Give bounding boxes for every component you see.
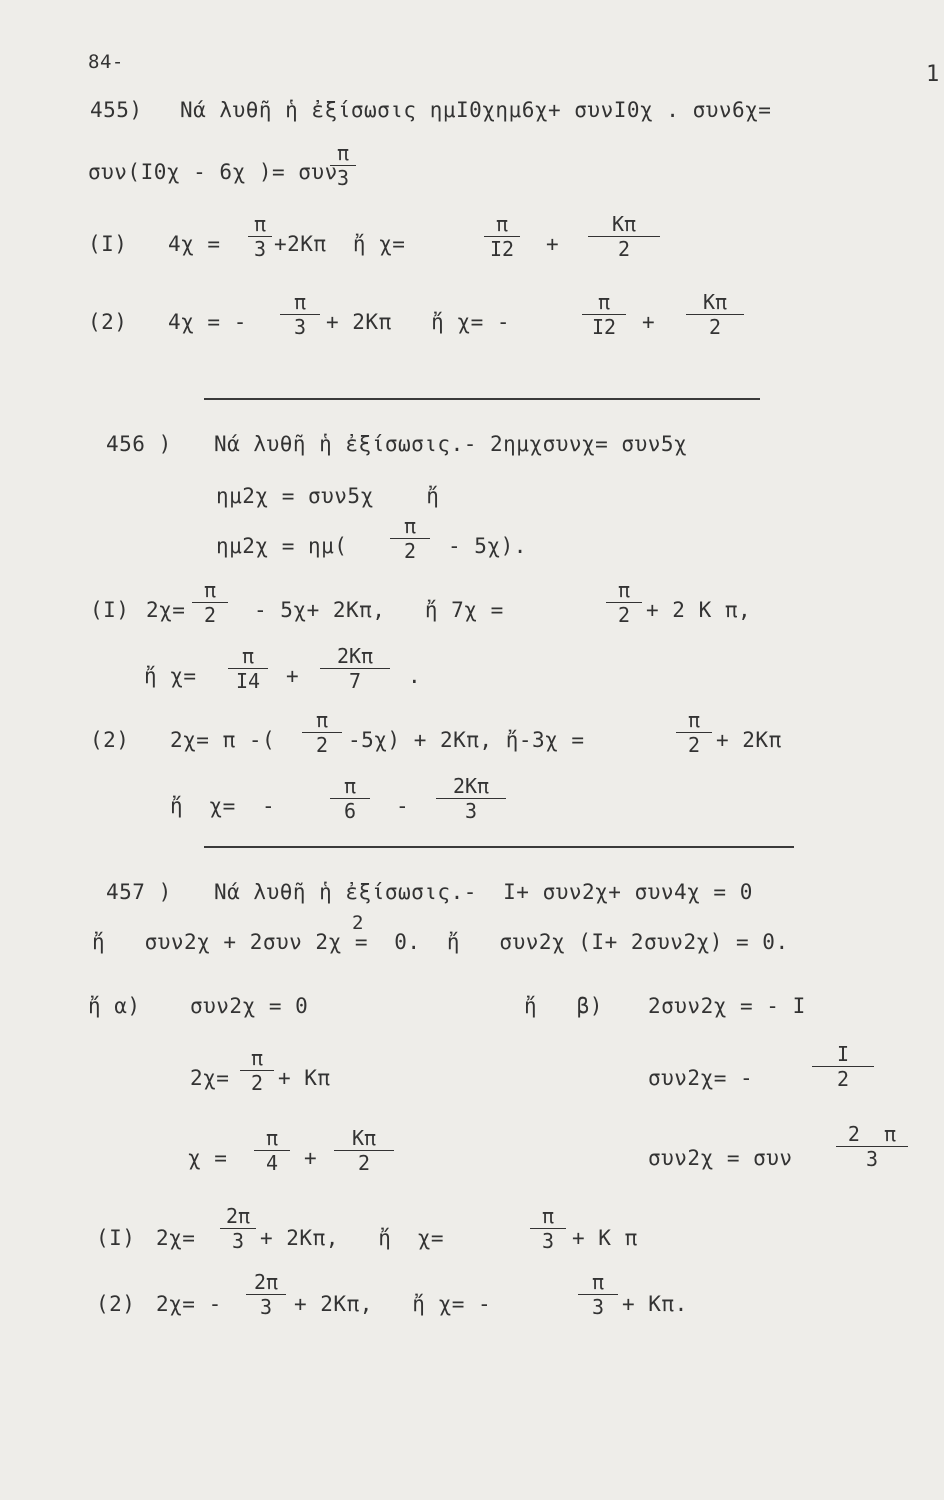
equation-part: 4χ = [168,232,221,256]
problem-statement: Νά λυθῆ ἡ ἐξίσωσις.- Ι+ συν2χ+ συν4χ = 0 [214,880,753,904]
case-label: ἤ β) [524,994,603,1018]
equation-part: + 2Kπ [716,728,782,752]
fraction: Ι 2 [812,1044,874,1089]
fraction: Kπ 2 [334,1128,394,1173]
case-label: ἤ α) [88,994,141,1018]
equation-line: ἤ συν2χ + 2συν 2χ = 0. ἤ συν2χ (Ι+ 2συν2χ) = 0. [92,930,789,954]
problem-statement: Νά λυθῆ ἡ ἐξίσωσις.- 2ημχσυνχ= συν5χ [214,432,688,456]
section-divider [204,846,794,848]
fraction: π 3 [330,143,356,188]
equation-part: + [286,664,300,688]
equation-line: ημ2χ = συν5χ ἤ [216,484,440,508]
fraction: π 2 [240,1048,274,1093]
equation-part: ἤ χ= - [170,794,276,818]
equation-part: + 2Kπ ἤ χ= - [326,310,511,334]
equation-part: + K π [572,1226,638,1250]
equation-part: . [408,664,422,688]
equation-line: συν2χ = 0 [190,994,309,1018]
fraction: Kπ 2 [588,214,660,259]
fraction: π 3 [578,1272,618,1317]
case-label: (Ι) [90,598,130,622]
fraction: 2 π 3 [836,1124,908,1169]
fraction: 2Kπ 7 [320,646,390,691]
equation-part: + [546,232,560,256]
equation-part: + 2Kπ, ἤ χ= - [294,1292,492,1316]
equation-part: + Kπ. [622,1292,688,1316]
equation-part: συν2χ= - [648,1066,754,1090]
fraction: π 3 [530,1206,566,1251]
equation-part: συν2χ = συν [648,1146,793,1170]
fraction: π 3 [248,214,272,259]
equation-part: + 2 K π, [646,598,752,622]
equation-part: 2χ= [146,598,186,622]
equation-part: + [642,310,656,334]
problem-number: 457 ) [106,880,172,904]
equation-part: 2χ= [190,1066,230,1090]
equation-part: ημ2χ = ημ( [216,534,348,558]
equation-part: 2χ= π -( [170,728,276,752]
equation-line: 2συν2χ = - Ι [648,994,806,1018]
equation-part: - 5χ+ 2Kπ, ἤ 7χ = [254,598,504,622]
case-label: (2) [88,310,128,334]
equation-part: χ = [188,1146,228,1170]
case-label: (Ι) [88,232,128,256]
section-divider [204,398,760,400]
equation-part: - 5χ). [448,534,527,558]
equation-part: 2χ= [156,1226,196,1250]
fraction: π Ι2 [582,292,626,337]
fraction: Kπ 2 [686,292,744,337]
fraction: 2π 3 [220,1206,256,1251]
page-number: 84- [88,51,124,73]
equation-part: -5χ) + 2Kπ, ἤ-3χ = [348,728,585,752]
fraction: π 6 [330,776,370,821]
fraction: 2π 3 [246,1272,286,1317]
edge-mark: 1 [926,62,940,87]
problem-statement: Νά λυθῆ ἡ ἐξίσωσις ημΙ0χημ6χ+ συνΙ0χ . συν6χ= [180,98,772,122]
fraction: π 2 [192,580,228,625]
equation-part: 2χ= - [156,1292,222,1316]
problem-number: 455) [90,98,143,122]
fraction: π 4 [254,1128,290,1173]
equation-part: - [396,794,410,818]
problem-number: 456 ) [106,432,172,456]
equation-line: συν(Ι0χ - 6χ )= συν [88,160,338,184]
fraction: π 2 [606,580,642,625]
equation-part: + [304,1146,318,1170]
equation-part: +2Kπ ἤ χ= [274,232,406,256]
fraction: π Ι4 [228,646,268,691]
equation-part: + 2Kπ, ἤ χ= [260,1226,445,1250]
equation-part: + Kπ [278,1066,331,1090]
fraction: π 2 [302,710,342,755]
exponent: 2 [352,912,364,934]
fraction: π 3 [280,292,320,337]
fraction: π Ι2 [484,214,520,259]
case-label: (2) [96,1292,136,1316]
case-label: (Ι) [96,1226,136,1250]
equation-part: 4χ = - [168,310,247,334]
fraction: 2Kπ 3 [436,776,506,821]
equation-part: ἤ χ= [144,664,197,688]
case-label: (2) [90,728,130,752]
fraction: π 2 [390,516,430,561]
fraction: π 2 [676,710,712,755]
